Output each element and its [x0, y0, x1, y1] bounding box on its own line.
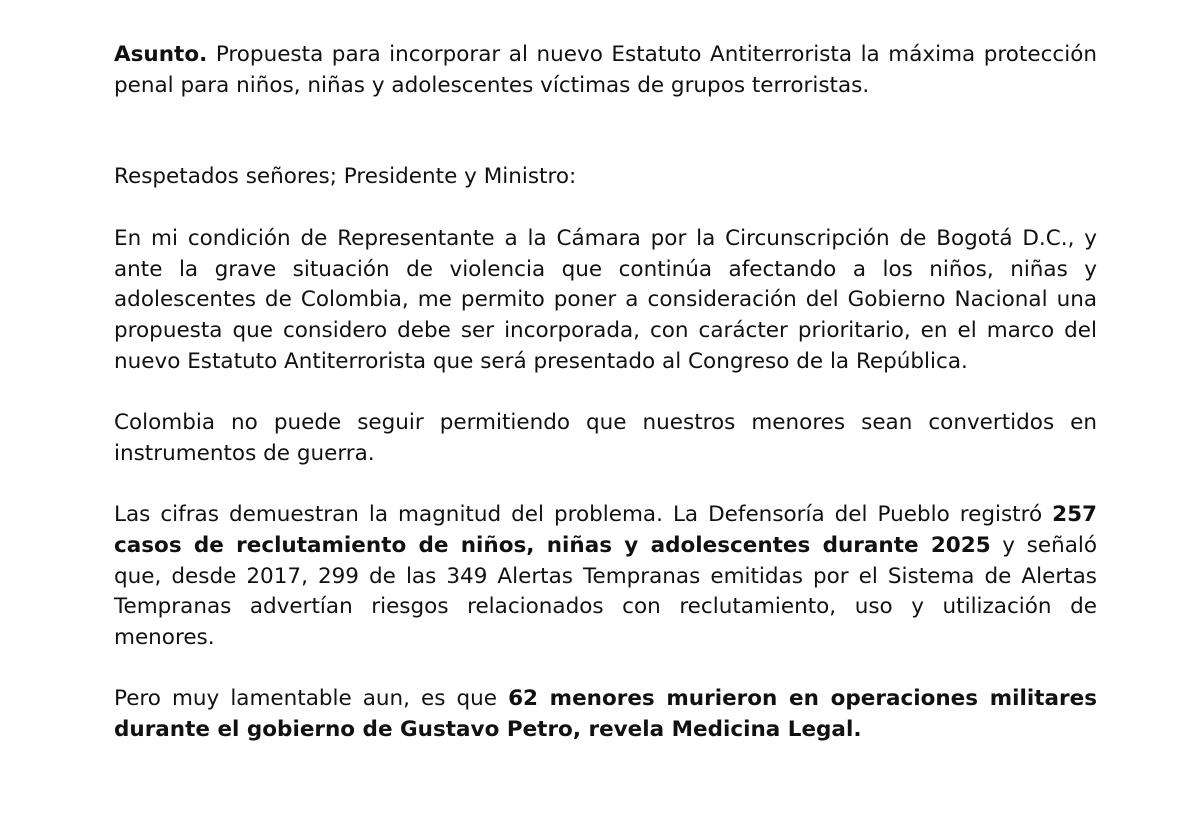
paragraph-introduction: En mi condición de Representante a la Cámara por la Circunscripción de Bogotá D.C., y ante la grave situación de violencia que continúa afectando a los niños, niñas y adolescentes de Colombia, me permito poner a consideración del Gobierno Nacional una propuesta que considero debe ser incorporada, con carácter prioritario, en el marco del nuevo Estatuto Antiterrorista que será presentado al Congreso de la República. — [114, 225, 1097, 374]
letter-body — [114, 40, 1097, 746]
casualties-highlight: 62 menores murieron en operaciones militares durante el gobierno de Gustavo Petro, revela Medicina Legal. — [114, 686, 1097, 742]
figures-text-before: Las cifras demuestran la magnitud del problema. La Defensoría del Pueblo registró — [114, 502, 1053, 528]
figures-text-after: y señaló que, desde 2017, 299 de las 349 Alertas Tempranas emitidas por el Sistema de Alertas Tempranas advertían riesgos relacionados con reclutamiento, uso y utilización de menores. — [114, 532, 1097, 650]
casualties-text-before: Pero muy lamentable aun, es que — [114, 686, 509, 712]
subject-text: Propuesta para incorporar al nuevo Estatuto Antiterrorista la máxima protección penal para niños, niñas y adolescentes víctimas de grupos terroristas. — [114, 42, 1097, 98]
subject-label: Asunto. — [114, 42, 208, 67]
figures-highlight: 257 casos de reclutamiento de niños, niñas y adolescentes durante 2025 — [114, 502, 1097, 558]
subject-line — [114, 40, 1097, 101]
paragraph-statement: Colombia no puede seguir permitiendo que nuestros menores sean convertidos en instrumentos de guerra. — [114, 410, 1097, 466]
greeting: Respetados señores; Presidente y Ministro: — [114, 164, 577, 190]
paragraph-figures — [114, 500, 1097, 654]
paragraph-casualties — [114, 684, 1097, 745]
